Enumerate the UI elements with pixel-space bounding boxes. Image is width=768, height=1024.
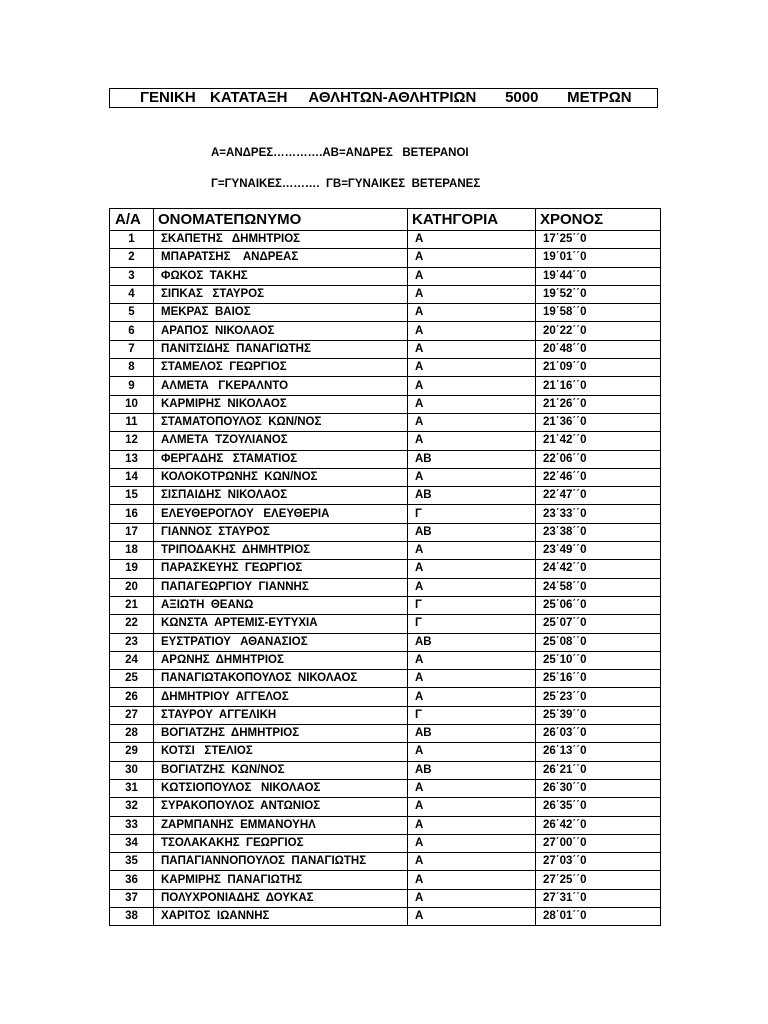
- category-cell: Α: [408, 432, 536, 450]
- athlete-name-cell: ΣΤΑΜΕΛΟΣ ΓΕΩΡΓΙΟΣ: [154, 359, 408, 377]
- category-cell: Α: [408, 304, 536, 322]
- category-cell: Α: [408, 413, 536, 431]
- table-row: [110, 432, 661, 450]
- athlete-name-cell: ΦΩΚΟΣ ΤΑΚΗΣ: [154, 267, 408, 285]
- category-cell: Α: [408, 816, 536, 834]
- category-cell: Α: [408, 578, 536, 596]
- athlete-name-cell: ΦΕΡΓΑΔΗΣ ΣΤΑΜΑΤΙΟΣ: [154, 450, 408, 468]
- header-name: ΟΝΟΜΑΤΕΠΩΝΥΜΟ: [154, 209, 408, 231]
- category-cell: Γ: [408, 706, 536, 724]
- table-row: [110, 725, 661, 743]
- athlete-name-cell: ΣΚΑΠΕΤΗΣ ΔΗΜΗΤΡΙΟΣ: [154, 231, 408, 249]
- category-legend-men: Α=ΑΝΔΡΕΣ………….ΑΒ=ΑΝΔΡΕΣ ΒΕΤΕΡΑΝΟΙ: [211, 147, 469, 159]
- rank-cell: 27: [110, 706, 154, 724]
- athlete-name-cell: ΤΡΙΠΟΔΑΚΗΣ ΔΗΜΗΤΡΙΟΣ: [154, 542, 408, 560]
- time-cell: 25΄23΄΄0: [536, 688, 661, 706]
- header-rank: Α/Α: [110, 209, 154, 231]
- athlete-name-cell: ΖΑΡΜΠΑΝΗΣ ΕΜΜΑΝΟΥΗΛ: [154, 816, 408, 834]
- rank-cell: 18: [110, 542, 154, 560]
- rank-cell: 9: [110, 377, 154, 395]
- athlete-name-cell: ΠΑΠΑΓΙΑΝΝΟΠΟΥΛΟΣ ΠΑΝΑΓΙΩΤΗΣ: [154, 853, 408, 871]
- time-cell: 25΄10΄΄0: [536, 651, 661, 669]
- time-cell: 26΄03΄΄0: [536, 725, 661, 743]
- table-row: [110, 231, 661, 249]
- time-cell: 25΄39΄΄0: [536, 706, 661, 724]
- table-row: [110, 761, 661, 779]
- table-row: [110, 670, 661, 688]
- category-cell: Α: [408, 871, 536, 889]
- athlete-name-cell: ΑΡΑΠΟΣ ΝΙΚΟΛΑΟΣ: [154, 322, 408, 340]
- athlete-name-cell: ΜΠΑΡΑΤΣΗΣ ΑΝΔΡΕΑΣ: [154, 249, 408, 267]
- header-row: [110, 209, 661, 231]
- table-row: [110, 395, 661, 413]
- table-row: [110, 542, 661, 560]
- time-cell: 23΄33΄΄0: [536, 505, 661, 523]
- athlete-name-cell: ΣΤΑΜΑΤΟΠΟΥΛΟΣ ΚΩΝ/ΝΟΣ: [154, 413, 408, 431]
- rank-cell: 38: [110, 907, 154, 925]
- time-cell: 21΄26΄΄0: [536, 395, 661, 413]
- category-cell: Α: [408, 468, 536, 486]
- table-row: [110, 340, 661, 358]
- category-cell: Α: [408, 542, 536, 560]
- rank-cell: 13: [110, 450, 154, 468]
- table-row: [110, 249, 661, 267]
- athlete-name-cell: ΚΑΡΜΙΡΗΣ ΠΑΝΑΓΙΩΤΗΣ: [154, 871, 408, 889]
- rank-cell: 26: [110, 688, 154, 706]
- rank-cell: 29: [110, 743, 154, 761]
- time-cell: 27΄31΄΄0: [536, 889, 661, 907]
- time-cell: 20΄48΄΄0: [536, 340, 661, 358]
- category-cell: ΑΒ: [408, 761, 536, 779]
- athlete-name-cell: ΣΤΑΥΡΟΥ ΑΓΓΕΛΙΚΗ: [154, 706, 408, 724]
- category-cell: Α: [408, 853, 536, 871]
- category-cell: Γ: [408, 615, 536, 633]
- athlete-name-cell: ΚΟΛΟΚΟΤΡΩΝΗΣ ΚΩΝ/ΝΟΣ: [154, 468, 408, 486]
- rank-cell: 11: [110, 413, 154, 431]
- athlete-name-cell: ΧΑΡΙΤΟΣ ΙΩΑΝΝΗΣ: [154, 907, 408, 925]
- time-cell: 25΄07΄΄0: [536, 615, 661, 633]
- athlete-name-cell: ΕΛΕΥΘΕΡΟΓΛΟΥ ΕΛΕΥΘΕΡΙΑ: [154, 505, 408, 523]
- time-cell: 27΄03΄΄0: [536, 853, 661, 871]
- rank-cell: 36: [110, 871, 154, 889]
- table-row: [110, 779, 661, 797]
- table-row: [110, 615, 661, 633]
- time-cell: 21΄36΄΄0: [536, 413, 661, 431]
- category-cell: Α: [408, 322, 536, 340]
- table-row: [110, 560, 661, 578]
- athlete-name-cell: ΠΟΛΥΧΡΟΝΙΑΔΗΣ ΔΟΥΚΑΣ: [154, 889, 408, 907]
- athlete-name-cell: ΚΩΝΣΤΑ ΑΡΤΕΜΙΣ-ΕΥΤΥΧΙΑ: [154, 615, 408, 633]
- category-cell: Γ: [408, 505, 536, 523]
- rank-cell: 7: [110, 340, 154, 358]
- table-row: [110, 706, 661, 724]
- rank-cell: 31: [110, 779, 154, 797]
- table-row: [110, 853, 661, 871]
- category-cell: ΑΒ: [408, 633, 536, 651]
- category-cell: Α: [408, 670, 536, 688]
- athlete-name-cell: ΚΟΤΣΙ ΣΤΕΛΙΟΣ: [154, 743, 408, 761]
- athlete-name-cell: ΑΛΜΕΤΑ ΓΚΕΡΑΛΝΤΟ: [154, 377, 408, 395]
- table-row: [110, 413, 661, 431]
- athlete-name-cell: ΒΟΓΙΑΤΖΗΣ ΚΩΝ/ΝΟΣ: [154, 761, 408, 779]
- athlete-name-cell: ΑΞΙΩΤΗ ΘΕΑΝΩ: [154, 596, 408, 614]
- rank-cell: 19: [110, 560, 154, 578]
- rank-cell: 3: [110, 267, 154, 285]
- time-cell: 22΄06΄΄0: [536, 450, 661, 468]
- time-cell: 17΄25΄΄0: [536, 231, 661, 249]
- athlete-name-cell: ΣΙΠΚΑΣ ΣΤΑΥΡΟΣ: [154, 285, 408, 303]
- table-row: [110, 633, 661, 651]
- table-row: [110, 505, 661, 523]
- category-cell: Α: [408, 907, 536, 925]
- table-row: [110, 322, 661, 340]
- rank-cell: 8: [110, 359, 154, 377]
- time-cell: 25΄16΄΄0: [536, 670, 661, 688]
- time-cell: 19΄58΄΄0: [536, 304, 661, 322]
- results-body: [110, 231, 661, 926]
- table-row: [110, 450, 661, 468]
- header-time: ΧΡΟΝΟΣ: [536, 209, 661, 231]
- time-cell: 26΄35΄΄0: [536, 798, 661, 816]
- category-cell: Α: [408, 743, 536, 761]
- results-table: [109, 208, 661, 926]
- category-legend-women: Γ=ΓΥΝΑΙΚΕΣ………. ΓΒ=ΓΥΝΑΙΚΕΣ ΒΕΤΕΡΑΝΕΣ: [211, 178, 481, 190]
- time-cell: 22΄47΄΄0: [536, 487, 661, 505]
- rank-cell: 17: [110, 523, 154, 541]
- athlete-name-cell: ΠΑΝΑΓΙΩΤΑΚΟΠΟΥΛΟΣ ΝΙΚΟΛΑΟΣ: [154, 670, 408, 688]
- athlete-name-cell: ΕΥΣΤΡΑΤΙΟΥ ΑΘΑΝΑΣΙΟΣ: [154, 633, 408, 651]
- table-row: [110, 596, 661, 614]
- category-cell: Α: [408, 285, 536, 303]
- time-cell: 27΄25΄΄0: [536, 871, 661, 889]
- rank-cell: 1: [110, 231, 154, 249]
- rank-cell: 10: [110, 395, 154, 413]
- category-cell: Α: [408, 560, 536, 578]
- rank-cell: 15: [110, 487, 154, 505]
- rank-cell: 21: [110, 596, 154, 614]
- time-cell: 19΄52΄΄0: [536, 285, 661, 303]
- time-cell: 23΄38΄΄0: [536, 523, 661, 541]
- athlete-name-cell: ΓΙΑΝΝΟΣ ΣΤΑΥΡΟΣ: [154, 523, 408, 541]
- athlete-name-cell: ΚΩΤΣΙΟΠΟΥΛΟΣ ΝΙΚΟΛΑΟΣ: [154, 779, 408, 797]
- rank-cell: 14: [110, 468, 154, 486]
- table-row: [110, 359, 661, 377]
- table-row: [110, 834, 661, 852]
- category-cell: Α: [408, 798, 536, 816]
- rank-cell: 30: [110, 761, 154, 779]
- time-cell: 23΄49΄΄0: [536, 542, 661, 560]
- table-row: [110, 267, 661, 285]
- table-row: [110, 468, 661, 486]
- category-cell: Α: [408, 359, 536, 377]
- time-cell: 28΄01΄΄0: [536, 907, 661, 925]
- table-row: [110, 871, 661, 889]
- category-cell: Α: [408, 688, 536, 706]
- category-cell: ΑΒ: [408, 523, 536, 541]
- page-title: ΓΕΝΙΚΗ ΚΑΤΑΤΑΞΗ ΑΘΛΗΤΩΝ-ΑΘΛΗΤΡΙΩΝ 5000 ΜΕΤΡΩΝ: [109, 88, 658, 108]
- athlete-name-cell: ΣΙΣΠΑΙΔΗΣ ΝΙΚΟΛΑΟΣ: [154, 487, 408, 505]
- athlete-name-cell: ΑΛΜΕΤΑ ΤΖΟΥΛΙΑΝΟΣ: [154, 432, 408, 450]
- time-cell: 22΄46΄΄0: [536, 468, 661, 486]
- rank-cell: 25: [110, 670, 154, 688]
- rank-cell: 12: [110, 432, 154, 450]
- time-cell: 25΄06΄΄0: [536, 596, 661, 614]
- table-row: [110, 798, 661, 816]
- rank-cell: 2: [110, 249, 154, 267]
- category-cell: ΑΒ: [408, 450, 536, 468]
- rank-cell: 35: [110, 853, 154, 871]
- time-cell: 21΄42΄΄0: [536, 432, 661, 450]
- category-cell: Α: [408, 395, 536, 413]
- rank-cell: 28: [110, 725, 154, 743]
- category-cell: Α: [408, 834, 536, 852]
- athlete-name-cell: ΔΗΜΗΤΡΙΟΥ ΑΓΓΕΛΟΣ: [154, 688, 408, 706]
- athlete-name-cell: ΠΑΝΙΤΣΙΔΗΣ ΠΑΝΑΓΙΩΤΗΣ: [154, 340, 408, 358]
- time-cell: 19΄01΄΄0: [536, 249, 661, 267]
- rank-cell: 16: [110, 505, 154, 523]
- category-cell: ΑΒ: [408, 487, 536, 505]
- rank-cell: 23: [110, 633, 154, 651]
- category-cell: ΑΒ: [408, 725, 536, 743]
- category-cell: Α: [408, 340, 536, 358]
- category-cell: Α: [408, 889, 536, 907]
- table-row: [110, 487, 661, 505]
- athlete-name-cell: ΣΥΡΑΚΟΠΟΥΛΟΣ ΑΝΤΩΝΙΟΣ: [154, 798, 408, 816]
- table-row: [110, 578, 661, 596]
- time-cell: 26΄42΄΄0: [536, 816, 661, 834]
- rank-cell: 22: [110, 615, 154, 633]
- table-row: [110, 889, 661, 907]
- table-row: [110, 688, 661, 706]
- category-cell: Α: [408, 779, 536, 797]
- table-row: [110, 285, 661, 303]
- table-row: [110, 523, 661, 541]
- time-cell: 24΄42΄΄0: [536, 560, 661, 578]
- table-row: [110, 377, 661, 395]
- time-cell: 21΄09΄΄0: [536, 359, 661, 377]
- category-cell: Α: [408, 377, 536, 395]
- rank-cell: 32: [110, 798, 154, 816]
- rank-cell: 4: [110, 285, 154, 303]
- header-category: ΚΑΤΗΓΟΡΙΑ: [408, 209, 536, 231]
- time-cell: 20΄22΄΄0: [536, 322, 661, 340]
- category-cell: Α: [408, 267, 536, 285]
- rank-cell: 5: [110, 304, 154, 322]
- rank-cell: 37: [110, 889, 154, 907]
- category-cell: Α: [408, 249, 536, 267]
- time-cell: 26΄13΄΄0: [536, 743, 661, 761]
- table-row: [110, 651, 661, 669]
- rank-cell: 6: [110, 322, 154, 340]
- time-cell: 25΄08΄΄0: [536, 633, 661, 651]
- athlete-name-cell: ΤΣΟΛΑΚΑΚΗΣ ΓΕΩΡΓΙΟΣ: [154, 834, 408, 852]
- time-cell: 21΄16΄΄0: [536, 377, 661, 395]
- athlete-name-cell: ΠΑΠΑΓΕΩΡΓΙΟΥ ΓΙΑΝΝΗΣ: [154, 578, 408, 596]
- category-cell: Γ: [408, 596, 536, 614]
- rank-cell: 24: [110, 651, 154, 669]
- rank-cell: 20: [110, 578, 154, 596]
- time-cell: 24΄58΄΄0: [536, 578, 661, 596]
- category-cell: Α: [408, 651, 536, 669]
- category-cell: Α: [408, 231, 536, 249]
- rank-cell: 34: [110, 834, 154, 852]
- table-row: [110, 743, 661, 761]
- time-cell: 26΄30΄΄0: [536, 779, 661, 797]
- time-cell: 19΄44΄΄0: [536, 267, 661, 285]
- athlete-name-cell: ΑΡΩΝΗΣ ΔΗΜΗΤΡΙΟΣ: [154, 651, 408, 669]
- time-cell: 26΄21΄΄0: [536, 761, 661, 779]
- table-row: [110, 907, 661, 925]
- athlete-name-cell: ΜΕΚΡΑΣ ΒΑΙΟΣ: [154, 304, 408, 322]
- rank-cell: 33: [110, 816, 154, 834]
- athlete-name-cell: ΠΑΡΑΣΚΕΥΗΣ ΓΕΩΡΓΙΟΣ: [154, 560, 408, 578]
- athlete-name-cell: ΒΟΓΙΑΤΖΗΣ ΔΗΜΗΤΡΙΟΣ: [154, 725, 408, 743]
- athlete-name-cell: ΚΑΡΜΙΡΗΣ ΝΙΚΟΛΑΟΣ: [154, 395, 408, 413]
- time-cell: 27΄00΄΄0: [536, 834, 661, 852]
- table-row: [110, 816, 661, 834]
- table-row: [110, 304, 661, 322]
